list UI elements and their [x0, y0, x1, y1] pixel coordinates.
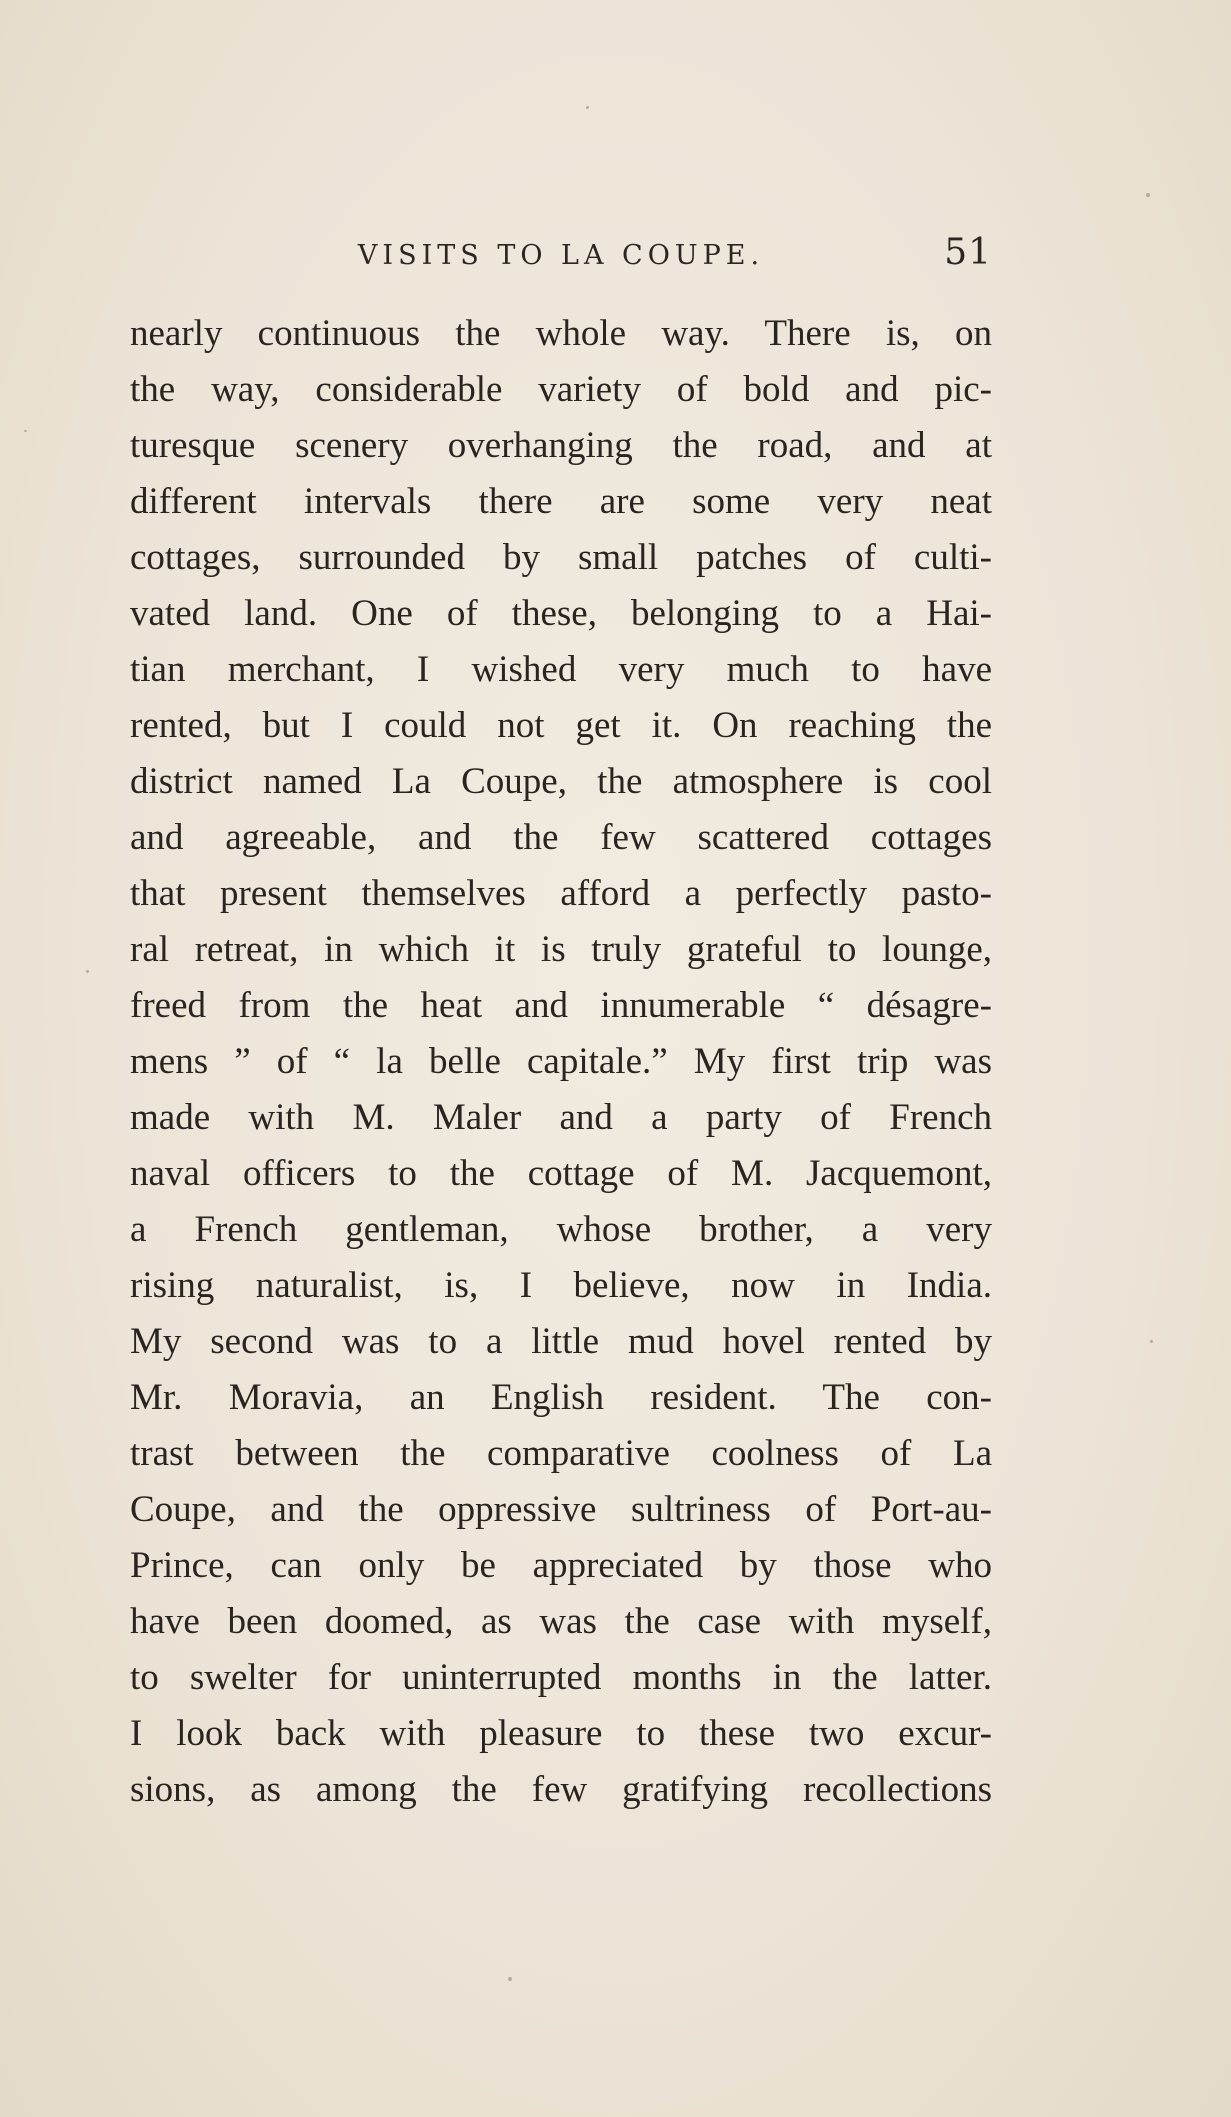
text-line: vated land. One of these, belonging to a Hai-: [130, 593, 992, 634]
text-line: nearly continuous the whole way. There is, on: [130, 313, 992, 354]
text-line: cottages, surrounded by small patches of culti-: [130, 537, 992, 578]
text-line: rising naturalist, is, I believe, now in India.: [130, 1265, 992, 1306]
text-line: a French gentleman, whose brother, a very: [130, 1209, 992, 1250]
text-line: Coupe, and the oppressive sultriness of Port-au-: [130, 1489, 992, 1530]
text-line: made with M. Maler and a party of French: [130, 1097, 992, 1138]
text-line: different intervals there are some very neat: [130, 481, 992, 522]
page-header: [130, 232, 992, 292]
paper-speck: [1146, 193, 1150, 197]
paper-speck: [1150, 1340, 1153, 1343]
body-text: [130, 306, 992, 1818]
text-line: Mr. Moravia, an English resident. The con-: [130, 1377, 992, 1418]
text-line: and agreeable, and the few scattered cottages: [130, 817, 992, 858]
paper-speck: [24, 430, 27, 432]
text-line: ral retreat, in which it is truly grateful to lounge,: [130, 929, 992, 970]
text-line: sions, as among the few gratifying recollections: [130, 1769, 992, 1810]
text-line: naval officers to the cottage of M. Jacquemont,: [130, 1153, 992, 1194]
paper-speck: [508, 1977, 512, 1981]
text-line: I look back with pleasure to these two excur-: [130, 1713, 992, 1754]
text-line: rented, but I could not get it. On reaching the: [130, 705, 992, 746]
text-line: have been doomed, as was the case with myself,: [130, 1601, 992, 1642]
paper-speck: [586, 106, 589, 109]
text-line: to swelter for uninterrupted months in the latter.: [130, 1657, 992, 1698]
text-line: My second was to a little mud hovel rented by: [130, 1321, 992, 1362]
text-line: Prince, can only be appreciated by those who: [130, 1545, 992, 1586]
text-line: freed from the heat and innumerable “ désagre-: [130, 985, 992, 1026]
text-line: that present themselves afford a perfectly pasto-: [130, 873, 992, 914]
paper-speck: [86, 970, 89, 973]
text-line: the way, considerable variety of bold and pic-: [130, 369, 992, 410]
text-line: tian merchant, I wished very much to have: [130, 649, 992, 690]
running-head: VISITS TO LA COUPE.: [357, 240, 765, 271]
text-line: mens ” of “ la belle capitale.” My first trip was: [130, 1041, 992, 1082]
text-line: district named La Coupe, the atmosphere is cool: [130, 761, 992, 802]
text-line: trast between the comparative coolness of La: [130, 1433, 992, 1474]
text-line: turesque scenery overhanging the road, and at: [130, 425, 992, 466]
page-number: 51: [944, 232, 992, 273]
